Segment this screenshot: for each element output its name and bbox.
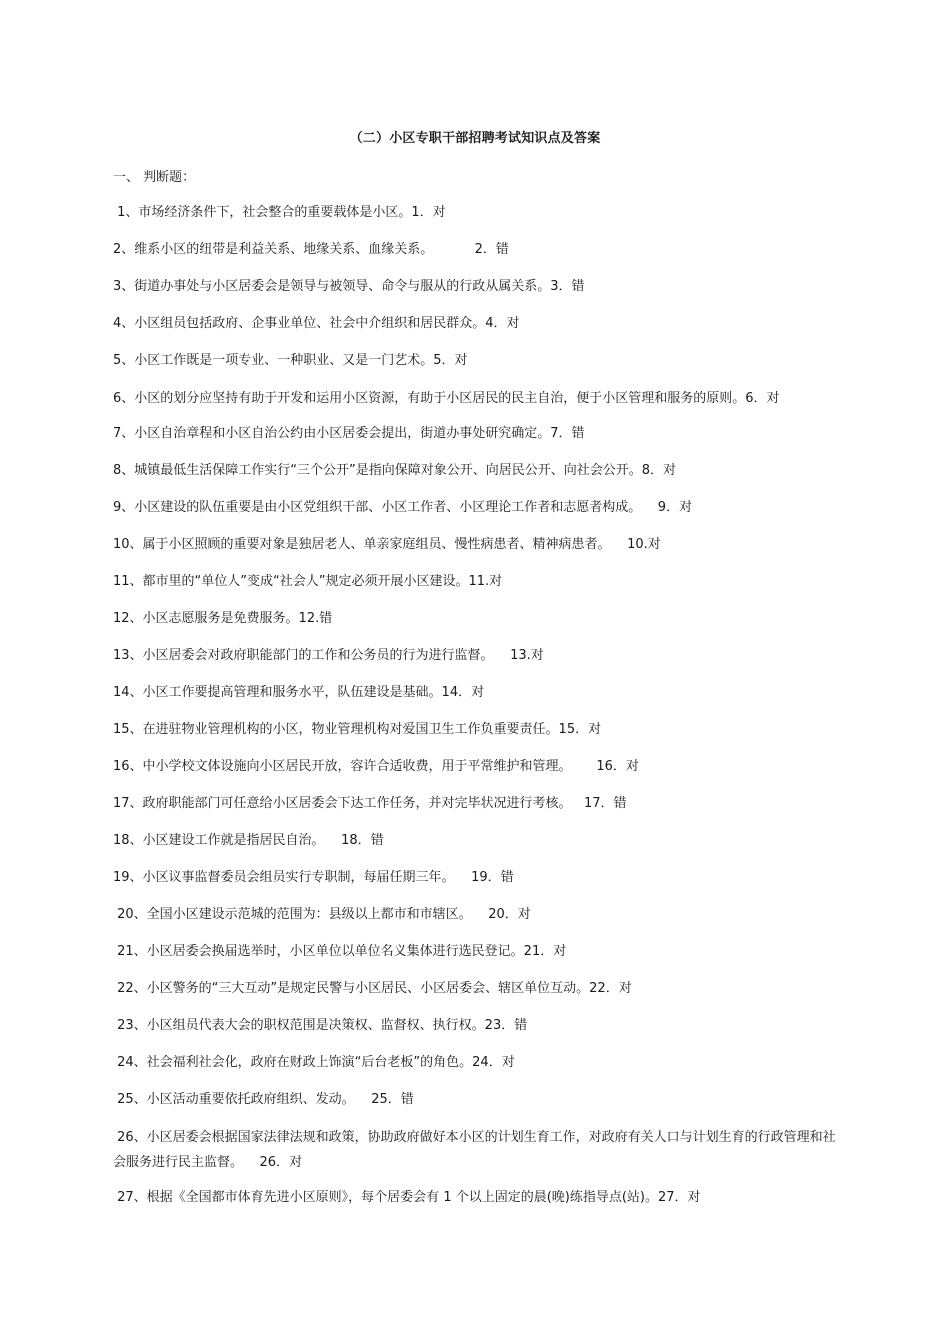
question-item: 1、市场经济条件下，社会整合的重要载体是小区。1．对 (113, 205, 446, 220)
question-item: 9、小区建设的队伍重要是由小区党组织干部、小区工作者、小区理论工作者和志愿者构成。 9．对 (113, 500, 693, 515)
question-item: 16、中小学校文体设施向小区居民开放，容许合适收费，用于平常维护和管理。 16．对 (113, 759, 639, 774)
question-item: 24、社会福利社会化，政府在财政上饰演“后台老板”的角色。24．对 (113, 1055, 515, 1070)
question-item: 22、小区警务的“三大互动”是规定民警与小区居民、小区居委会、辖区单位互动。22．对 (113, 981, 632, 996)
question-item: 14、小区工作要提高管理和服务水平，队伍建设是基础。14．对 (113, 685, 485, 700)
section-heading: 一、 判断题： (113, 170, 196, 185)
question-item: 25、小区活动重要依托政府组织、发动。 25．错 (113, 1092, 414, 1107)
question-item: 13、小区居委会对政府职能部门的工作和公务员的行为进行监督。 13.对 (113, 648, 544, 663)
question-item: 26、小区居委会根据国家法律法规和政策，协助政府做好本小区的计划生育工作，对政府有关人口与计划生育的行政管理和社会服务进行民主监督。 26．对 (113, 1130, 836, 1170)
question-item: 23、小区组员代表大会的职权范围是决策权、监督权、执行权。23．错 (113, 1018, 528, 1033)
question-item: 17、政府职能部门可任意给小区居委会下达工作任务，并对完毕状况进行考核。 17．错 (113, 796, 627, 811)
question-item: 8、城镇最低生活保障工作实行“三个公开”是指向保障对象公开、向居民公开、向社会公开。8．对 (113, 463, 677, 478)
question-item: 12、小区志愿服务是免费服务。12.错 (113, 611, 333, 626)
question-item: 19、小区议事监督委员会组员实行专职制，每届任期三年。 19．错 (113, 870, 514, 885)
question-item: 3、街道办事处与小区居委会是领导与被领导、命令与服从的行政从属关系。3．错 (113, 279, 585, 294)
question-item: 21、小区居委会换届选举时，小区单位以单位名义集体进行选民登记。21．对 (113, 944, 567, 959)
document-title: （二）小区专职干部招聘考试知识点及答案 (349, 131, 601, 146)
question-item: 27、根据《全国都市体育先进小区原则》，每个居委会有 1 个以上固定的晨(晚)练指导点(站)。27．对 (113, 1190, 701, 1205)
question-item: 7、小区自治章程和小区自治公约由小区居委会提出，街道办事处研究确定。7．错 (113, 426, 585, 441)
question-item: 2、维系小区的纽带是利益关系、地缘关系、血缘关系。 2．错 (113, 242, 509, 257)
question-item: 18、小区建设工作就是指居民自治。 18．错 (113, 833, 384, 848)
question-item: 6、小区的划分应坚持有助于开发和运用小区资源，有助于小区居民的民主自治，便于小区管理和服务的原则。6．对 (113, 391, 780, 406)
question-item: 5、小区工作既是一项专业、一种职业、又是一门艺术。5．对 (113, 353, 468, 368)
question-item: 20、全国小区建设示范城的范围为：县级以上都市和市辖区。 20．对 (113, 907, 531, 922)
question-item: 11、都市里的“单位人”变成“社会人”规定必须开展小区建设。11.对 (113, 574, 503, 589)
question-list (113, 201, 838, 1223)
question-item: 15、在进驻物业管理机构的小区，物业管理机构对爱国卫生工作负重要责任。15．对 (113, 722, 602, 737)
question-item: 10、属于小区照顾的重要对象是独居老人、单亲家庭组员、慢性病患者、精神病患者。 10.对 (113, 537, 661, 552)
question-item: 4、小区组员包括政府、企事业单位、社会中介组织和居民群众。4．对 (113, 316, 520, 331)
